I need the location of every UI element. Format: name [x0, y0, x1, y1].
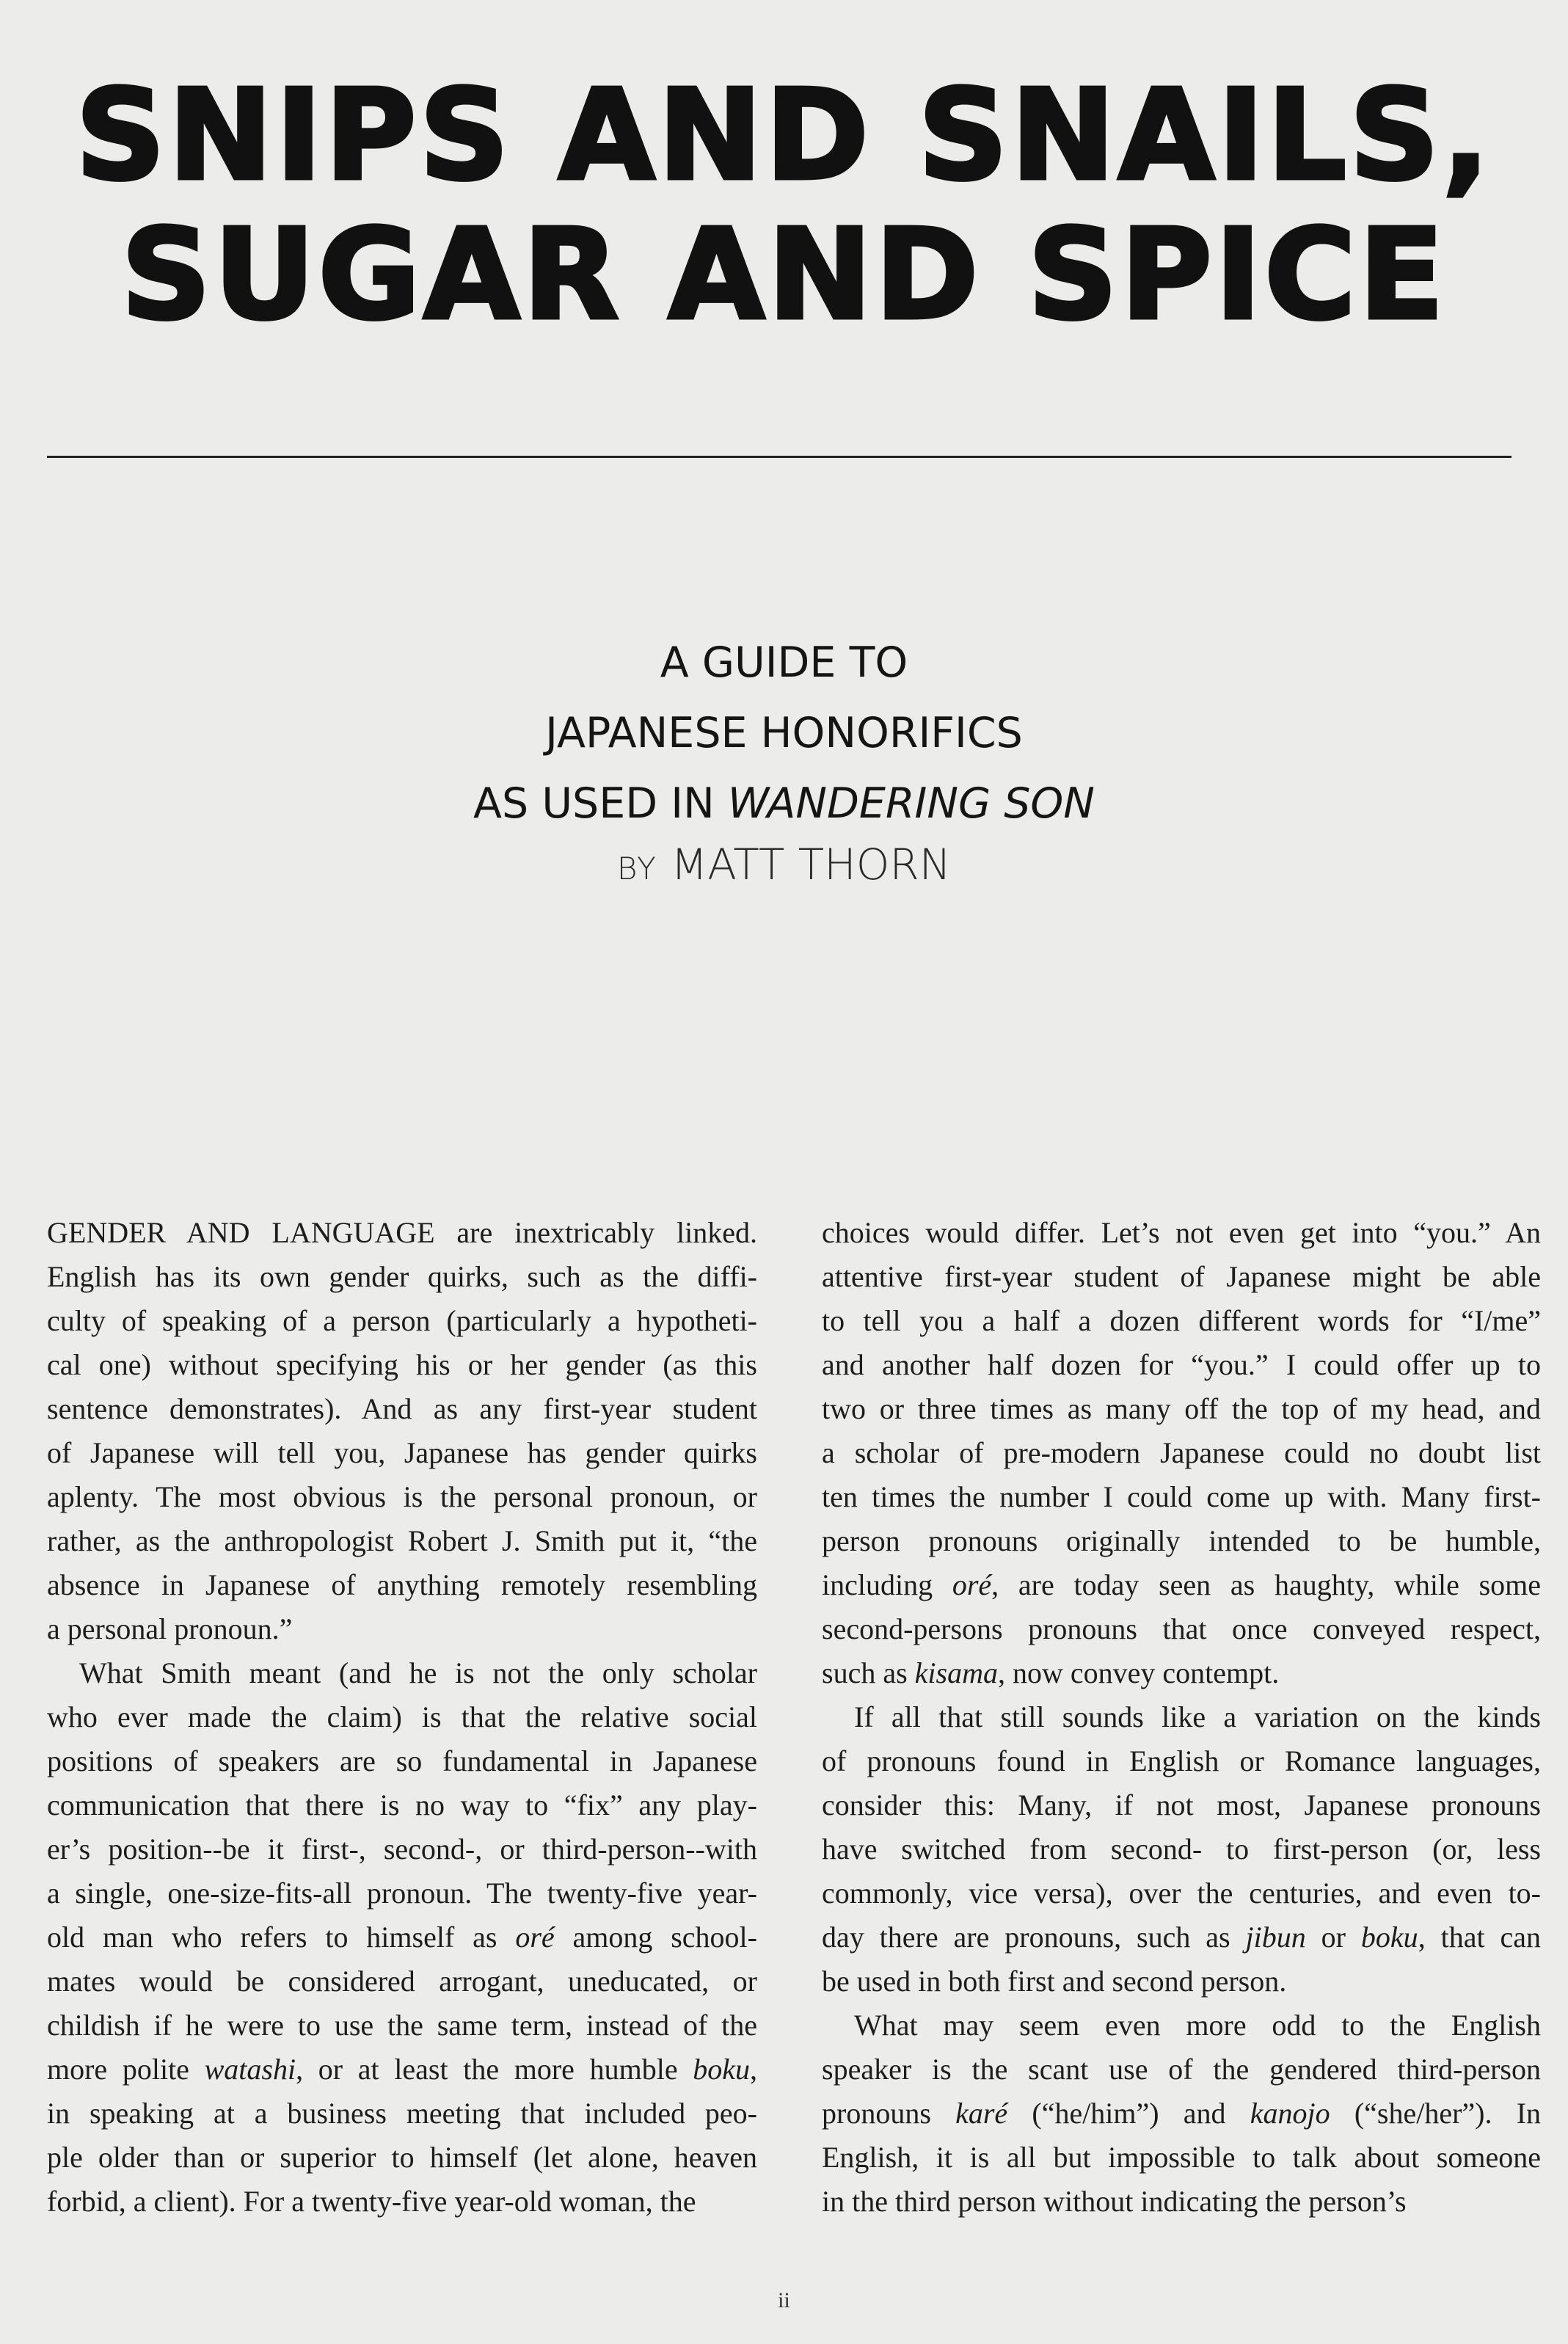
- text-line: [47, 1827, 757, 1871]
- subtitle-line-3: [0, 768, 1568, 839]
- text-run: rather, as the anthropologist Robert J. Smith put it, “the: [47, 1524, 757, 1557]
- italic-term: jibun: [1245, 1921, 1306, 1954]
- text-run: absence in Japanese of anything remotely resembling: [47, 1568, 757, 1601]
- text-line: [822, 2136, 1541, 2180]
- text-run: in speaking at a business meeting that included peo-: [47, 2097, 757, 2130]
- text-run: person pronouns originally intended to be humble,: [822, 1524, 1541, 1557]
- text-run: (“she/her”). In: [1330, 2097, 1542, 2130]
- text-line: [822, 2180, 1541, 2224]
- text-run: What may seem even more odd to the English: [854, 2009, 1541, 2042]
- text-line: [47, 1651, 757, 1695]
- text-run: What Smith meant (and he is not the only scholar: [79, 1656, 757, 1689]
- page-title: [0, 63, 1568, 348]
- text-line: [822, 1695, 1541, 1739]
- text-run: forbid, a client). For a twenty-five year-old woman, the: [47, 2185, 696, 2218]
- text-line: [822, 1783, 1541, 1827]
- text-line: [47, 1607, 757, 1651]
- italic-term: kisama: [914, 1656, 998, 1689]
- italic-term: watashi: [204, 2053, 296, 2086]
- text-run: among school-: [554, 1921, 757, 1954]
- text-line: [47, 1695, 757, 1739]
- text-run: and another half dozen for “you.” I could offer up to: [822, 1348, 1541, 1381]
- text-line: [47, 1739, 757, 1783]
- text-line: [47, 1915, 757, 1959]
- italic-term: karé: [955, 2097, 1008, 2130]
- text-run: aplenty. The most obvious is the personal pronoun, or: [47, 1480, 757, 1513]
- italic-term: boku: [1360, 1921, 1418, 1954]
- title-line-2: SUGAR AND SPICE: [121, 203, 1447, 348]
- text-line: [47, 1299, 757, 1343]
- italic-term: oré: [515, 1921, 555, 1954]
- text-line: [822, 1651, 1541, 1695]
- text-run: cal one) without specifying his or her gender (as this: [47, 1348, 757, 1381]
- text-run: pronouns: [822, 2097, 956, 2130]
- text-run: culty of speaking of a person (particularly a hypotheti-: [47, 1304, 757, 1337]
- text-run: two or three times as many off the top of my head, and: [822, 1392, 1541, 1425]
- text-line: [822, 1211, 1541, 1255]
- text-run: , are today seen as haughty, while some: [991, 1568, 1541, 1601]
- text-run: a personal pronoun.”: [47, 1612, 293, 1645]
- title-line-1: SNIPS AND SNAILS,: [75, 63, 1493, 208]
- text-run: , or at least the more humble: [296, 2053, 693, 2086]
- text-run: sentence demonstrates). And as any first-year student: [47, 1392, 757, 1425]
- subtitle: [0, 627, 1568, 839]
- text-line: [47, 2136, 757, 2180]
- text-line: [822, 1739, 1541, 1783]
- subtitle-line-3-prefix: AS USED IN: [473, 779, 728, 828]
- text-run: er’s position--be it first-, second-, or third-person--with: [47, 1832, 757, 1866]
- text-run: ple older than or superior to himself (let alone, heaven: [47, 2141, 757, 2174]
- text-line: [822, 1475, 1541, 1519]
- author-name: MATT THORN: [671, 840, 952, 889]
- text-line: [47, 1563, 757, 1607]
- text-run: speaker is the scant use of the gendered third-person: [822, 2053, 1541, 2086]
- text-run: or: [1305, 1921, 1361, 1954]
- text-line: [47, 1959, 757, 2003]
- text-line: [47, 2048, 757, 2092]
- text-run: day there are pronouns, such as: [822, 1921, 1246, 1954]
- text-line: [47, 1431, 757, 1475]
- text-run: communication that there is no way to “fix” any play-: [47, 1788, 757, 1821]
- text-run: choices would differ. Let’s not even get into “you.” An: [822, 1216, 1541, 1249]
- text-run: consider this: Many, if not most, Japanese pronouns: [822, 1788, 1541, 1821]
- text-line: [822, 2003, 1541, 2048]
- text-run: old man who refers to himself as: [47, 1921, 516, 1954]
- left-column: [47, 1211, 757, 2224]
- text-line: [47, 1519, 757, 1563]
- text-run: of Japanese will tell you, Japanese has gender quirks: [47, 1436, 757, 1469]
- right-column: [822, 1211, 1541, 2224]
- text-line: [822, 1255, 1541, 1299]
- text-run: If all that still sounds like a variation on the kinds: [854, 1700, 1541, 1733]
- title-divider: [47, 456, 1512, 458]
- text-line: [822, 1959, 1541, 2003]
- text-run: attentive first-year student of Japanese might be able: [822, 1260, 1541, 1293]
- text-run: childish if he were to use the same term, instead of the: [47, 2009, 757, 2042]
- text-run: GENDER AND LANGUAGE are inextricably linked.: [47, 1216, 757, 1249]
- text-run: second-persons pronouns that once conveyed respect,: [822, 1612, 1541, 1645]
- text-run: such as: [822, 1656, 915, 1689]
- text-line: [822, 1563, 1541, 1607]
- text-run: a scholar of pre-modern Japanese could no doubt list: [822, 1436, 1541, 1469]
- text-line: [822, 1607, 1541, 1651]
- text-line: [822, 1387, 1541, 1431]
- text-run: more polite: [47, 2053, 205, 2086]
- text-run: who ever made the claim) is that the relative social: [47, 1700, 757, 1733]
- italic-term: oré: [952, 1568, 992, 1601]
- italic-term: kanojo: [1250, 2097, 1330, 2130]
- text-line: [47, 1387, 757, 1431]
- page-number: ii: [778, 2288, 790, 2312]
- text-line: [822, 1431, 1541, 1475]
- text-run: be used in both first and second person.: [822, 1965, 1287, 1998]
- subtitle-line-1: A GUIDE TO: [660, 638, 908, 687]
- text-run: positions of speakers are so fundamental in Japanese: [47, 1744, 757, 1777]
- text-run: (“he/him”) and: [1007, 2097, 1250, 2130]
- text-line: [47, 2180, 757, 2224]
- text-run: English, it is all but impossible to talk about someone: [822, 2141, 1541, 2174]
- byline: [0, 835, 1568, 898]
- text-run: ,: [750, 2053, 758, 2086]
- italic-term: boku: [693, 2053, 751, 2086]
- text-run: English has its own gender quirks, such as the diffi-: [47, 1260, 757, 1293]
- text-line: [47, 1343, 757, 1387]
- subtitle-line-2: JAPANESE HONORIFICS: [545, 709, 1023, 757]
- text-run: in the third person without indicating the person’s: [822, 2185, 1407, 2218]
- text-run: , now convey contempt.: [997, 1656, 1280, 1689]
- book-title: WANDERING SON: [727, 779, 1095, 828]
- text-run: of pronouns found in English or Romance languages,: [822, 1744, 1541, 1777]
- text-line: [47, 1783, 757, 1827]
- text-line: [822, 1871, 1541, 1915]
- text-run: ten times the number I could come up with. Many first-: [822, 1480, 1541, 1513]
- text-run: to tell you a half a dozen different words for “I/me”: [822, 1304, 1541, 1337]
- text-line: [822, 2048, 1541, 2092]
- text-line: [822, 2092, 1541, 2136]
- text-run: , that can: [1418, 1921, 1541, 1954]
- text-line: [822, 1519, 1541, 1563]
- text-line: [47, 1871, 757, 1915]
- text-line: [822, 1299, 1541, 1343]
- text-run: mates would be considered arrogant, uneducated, or: [47, 1965, 757, 1998]
- text-line: [47, 1211, 757, 1255]
- text-run: commonly, vice versa), over the centuries, and even to-: [822, 1877, 1541, 1910]
- text-line: [47, 1255, 757, 1299]
- text-run: a single, one-size-fits-all pronoun. The twenty-five year-: [47, 1877, 757, 1910]
- text-line: [47, 2092, 757, 2136]
- text-run: including: [822, 1568, 952, 1601]
- byline-by: BY: [616, 851, 657, 887]
- text-line: [822, 1915, 1541, 1959]
- text-run: have switched from second- to first-person (or, less: [822, 1832, 1541, 1866]
- text-line: [822, 1827, 1541, 1871]
- text-line: [822, 1343, 1541, 1387]
- text-line: [47, 1475, 757, 1519]
- text-line: [47, 2003, 757, 2048]
